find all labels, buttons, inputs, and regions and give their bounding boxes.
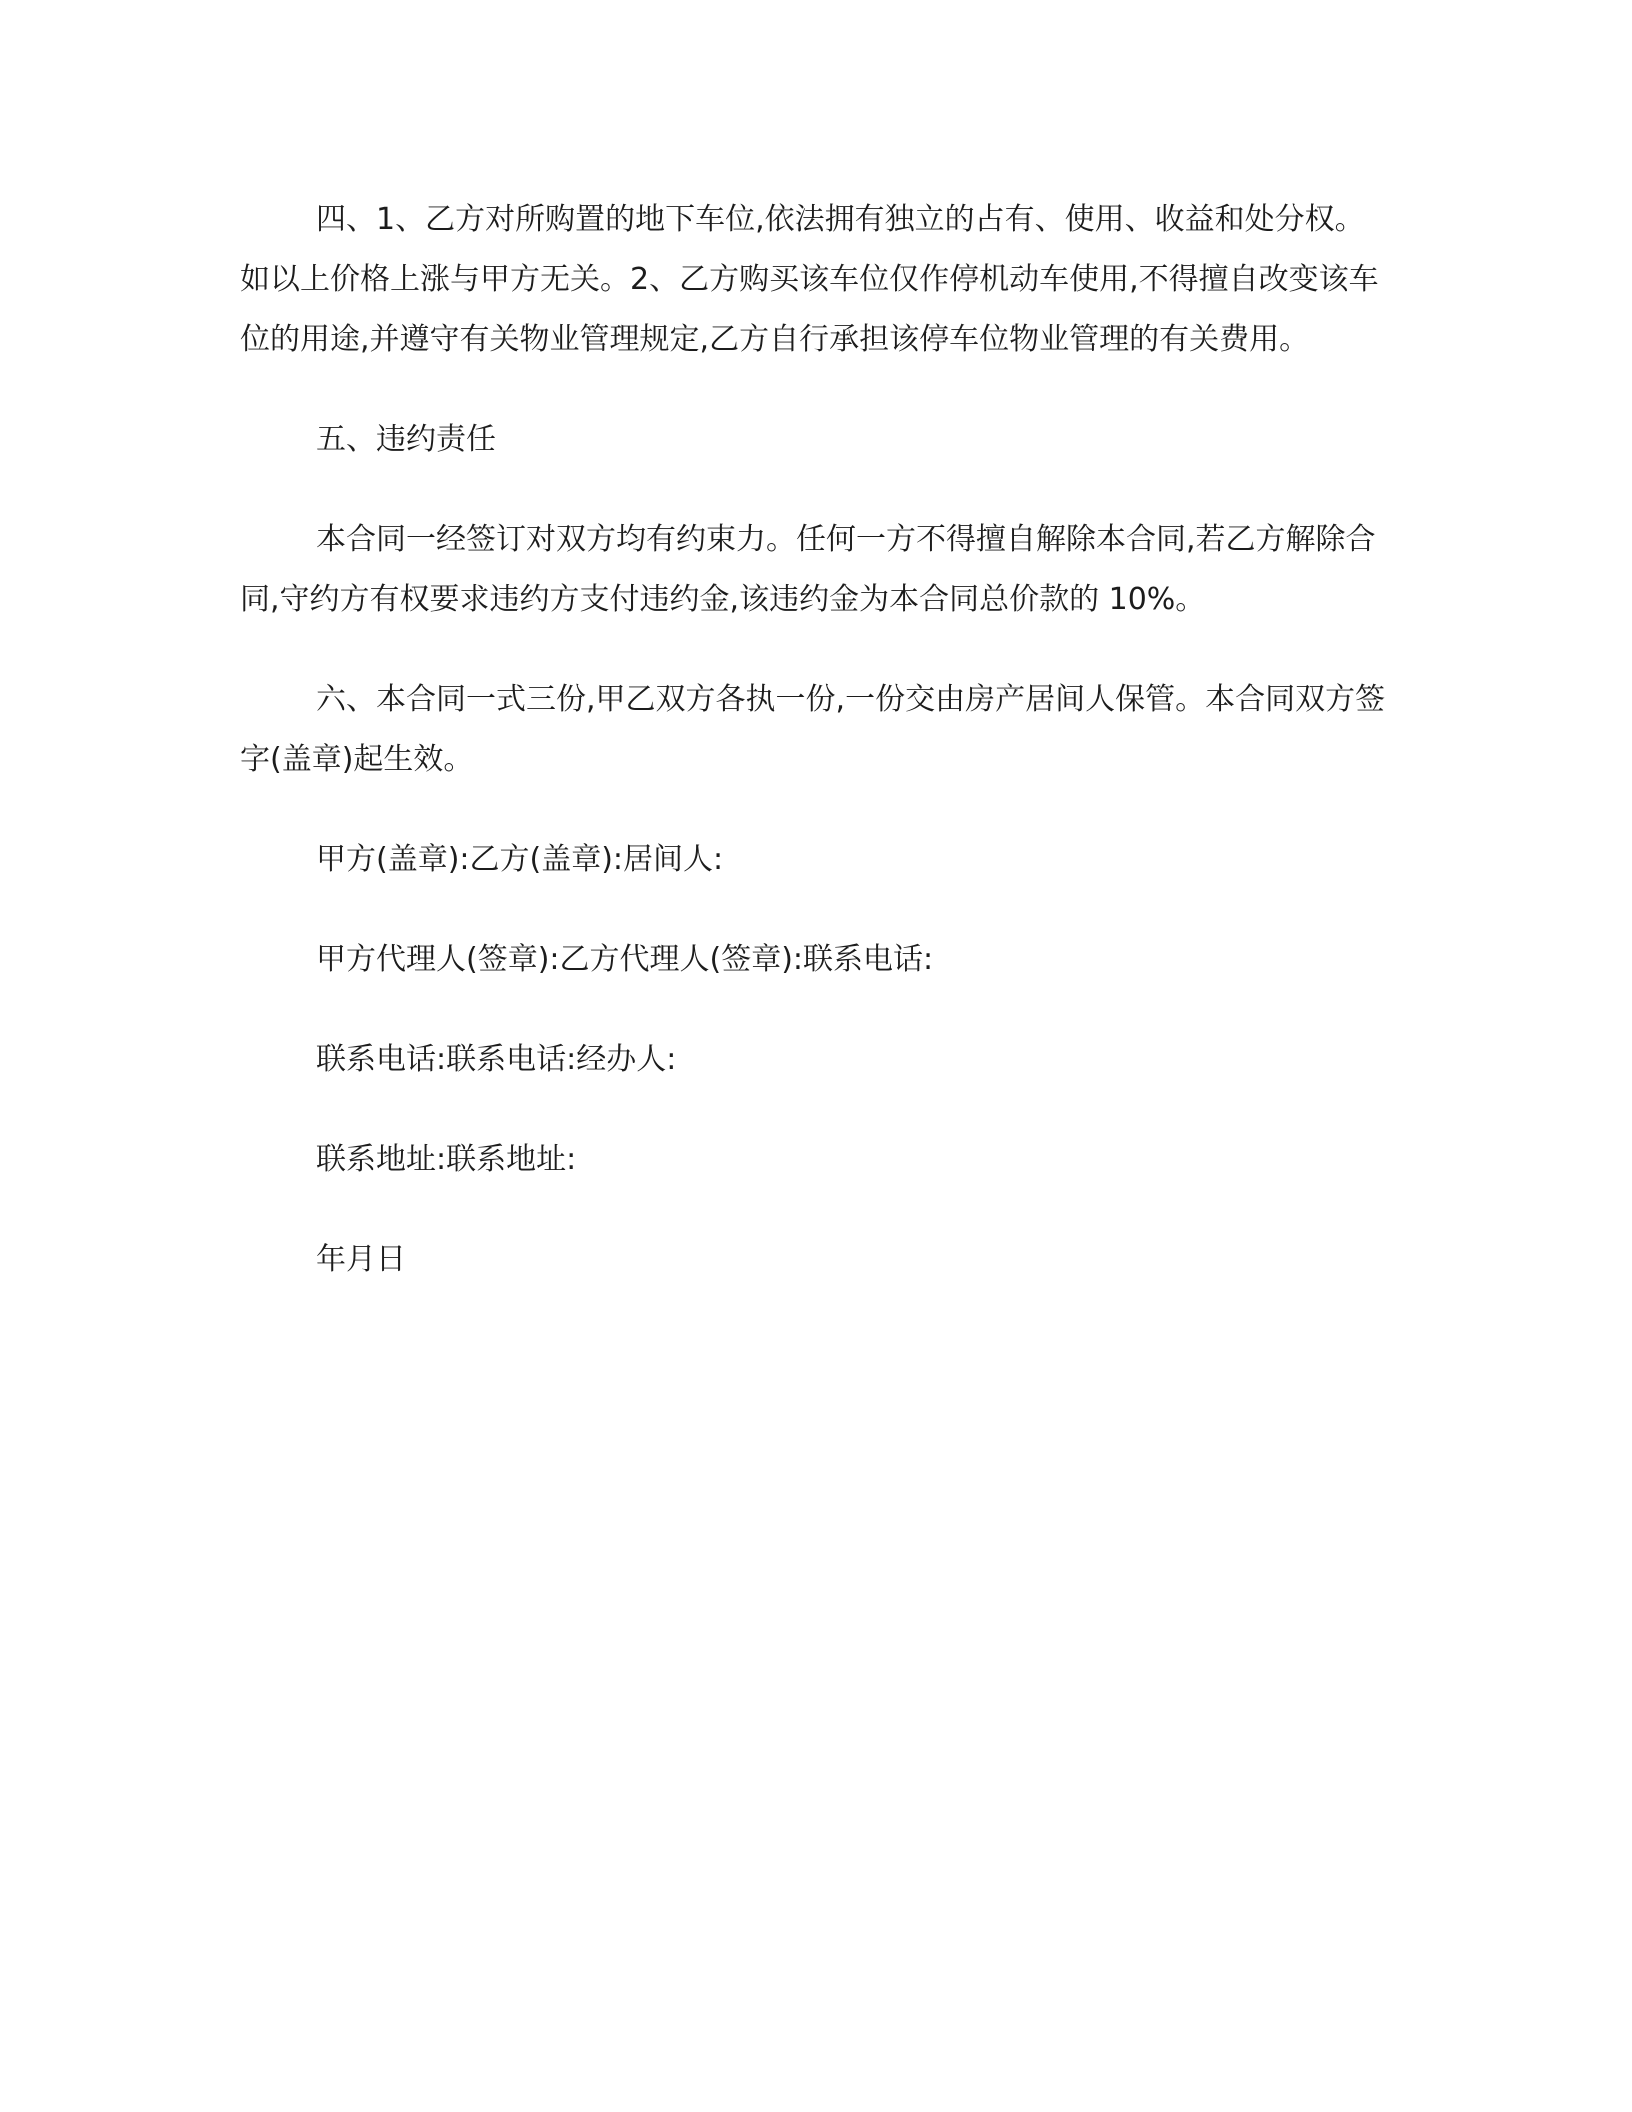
clause-five-heading: 五、违约责任	[316, 422, 496, 457]
date-line: 年月日	[316, 1242, 406, 1277]
phone-contact-line: 联系电话:联系电话:经办人:	[316, 1042, 677, 1077]
document-body	[240, 190, 1390, 1330]
agent-signature-line: 甲方代理人(签章):乙方代理人(签章):联系电话:	[316, 942, 934, 977]
clause-four-paragraph: 四、1、乙方对所购置的地下车位,依法拥有独立的占有、使用、收益和处分权。如以上价格上涨与甲方无关。2、乙方购买该车位仅作停机动车使用,不得擅自改变该车位的用途,并遵守有关物业管理规定,乙方自行承担该停车位物业管理的有关费用。	[240, 202, 1379, 357]
seal-signature-line: 甲方(盖章):乙方(盖章):居间人:	[316, 842, 724, 877]
clause-six-paragraph: 六、本合同一式三份,甲乙双方各执一份,一份交由房产居间人保管。本合同双方签字(盖章)起生效。	[240, 682, 1386, 777]
clause-five-paragraph: 本合同一经签订对双方均有约束力。任何一方不得擅自解除本合同,若乙方解除合同,守约方有权要求违约方支付违约金,该违约金为本合同总价款的 10%。	[240, 522, 1376, 617]
address-contact-line: 联系地址:联系地址:	[316, 1142, 577, 1177]
